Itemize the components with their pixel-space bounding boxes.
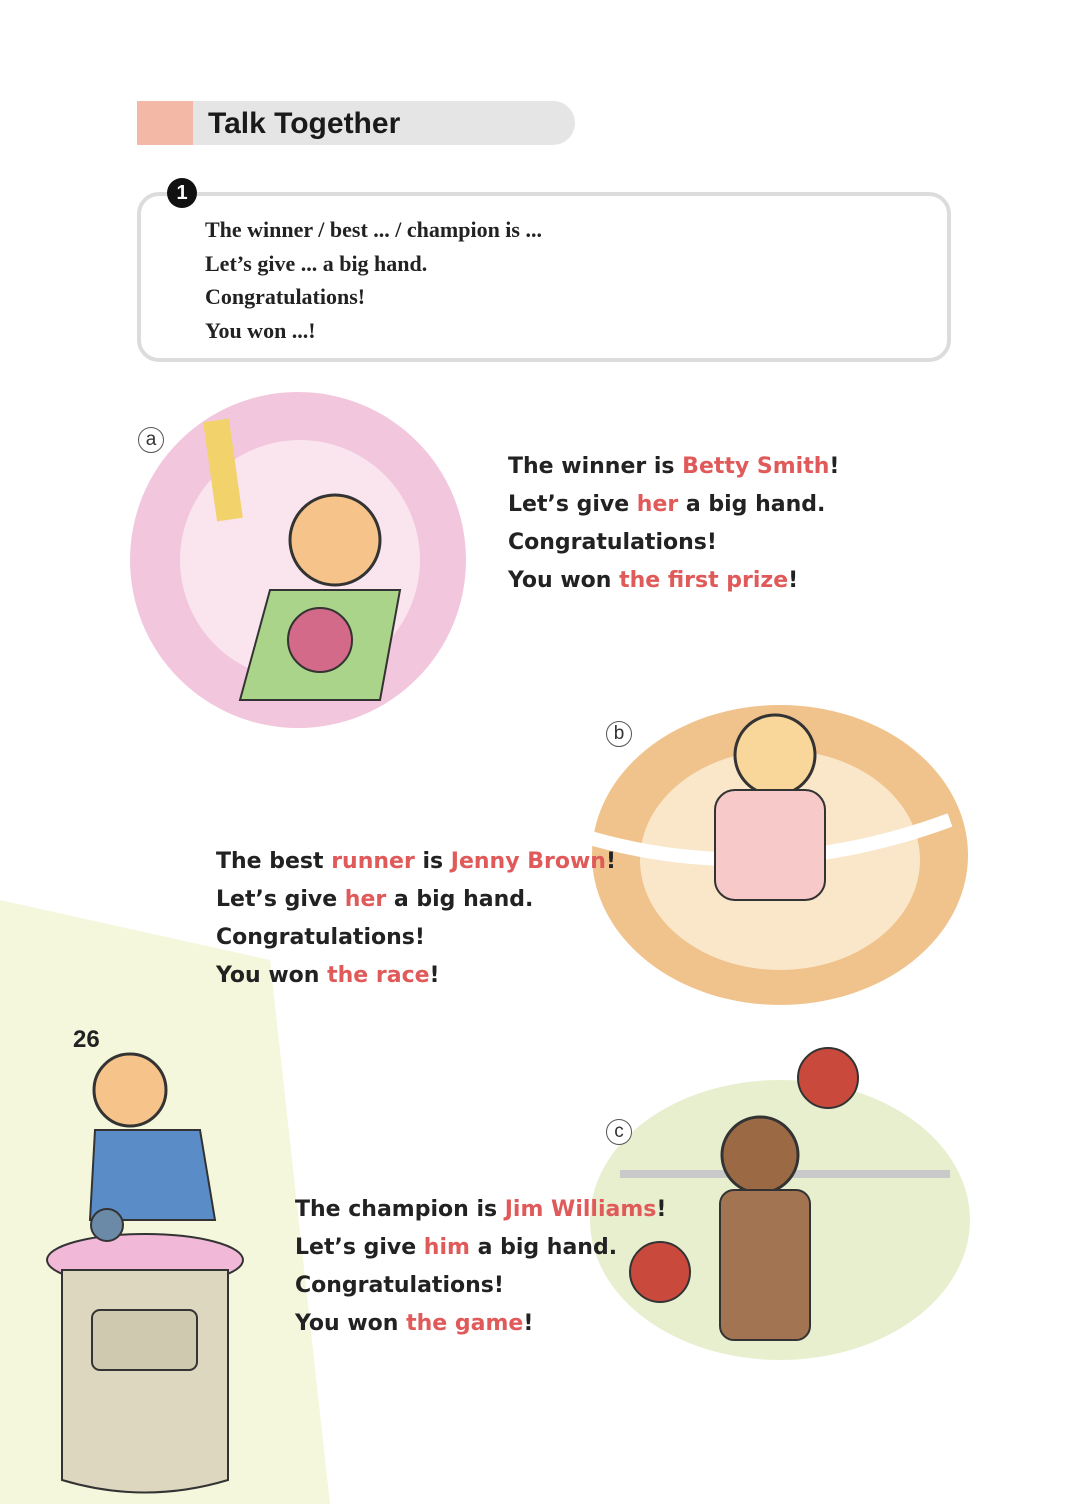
phrase-line: Congratulations! [205, 284, 366, 309]
dialogue-text: ! [523, 1311, 534, 1336]
dialogue-text: You won [295, 1311, 407, 1336]
phrase-line: You won ...! [205, 317, 316, 343]
dialogue-line [295, 1267, 666, 1305]
exercise-number: 1 [167, 178, 197, 208]
microphone-icon [91, 1209, 123, 1241]
dialogue-text: You won [508, 568, 620, 593]
dialogue-text: Congratulations! [216, 925, 425, 950]
girl-body-b [715, 790, 825, 900]
boxer-body [720, 1190, 810, 1340]
talk-mascot-icon [137, 101, 193, 145]
dialogue-b [216, 843, 616, 995]
dialogue-text: Let’s give [508, 492, 637, 517]
dialogue-text: is [414, 849, 451, 874]
podium-panel [92, 1310, 197, 1370]
dialogue-text: a big hand. [386, 887, 534, 912]
highlighted-word: Jenny Brown [450, 849, 606, 874]
boxer-head [722, 1117, 798, 1193]
dialogue-text: Let’s give [295, 1235, 424, 1260]
dialogue-text: ! [829, 454, 840, 479]
dialogue-line [508, 524, 839, 562]
host-body [90, 1130, 215, 1220]
phrase-line: The winner / best ... / champion is ... [205, 217, 542, 242]
dialogue-a [508, 448, 839, 600]
dialogue-c [295, 1191, 666, 1343]
dialogue-text: The best [216, 849, 332, 874]
dialogue-text: Congratulations! [295, 1273, 504, 1298]
flower-bouquet-icon [288, 608, 352, 672]
dialogue-line [508, 562, 839, 600]
dialogue-line [216, 957, 616, 995]
highlighted-word: Betty Smith [682, 454, 830, 479]
section-title: Talk Together [208, 107, 401, 140]
dialogue-text: The champion is [295, 1197, 505, 1222]
dialogue-line [508, 486, 839, 524]
scene-label-a: a [138, 427, 164, 453]
dialogue-line [216, 881, 616, 919]
dialogue-text: Let’s give [216, 887, 345, 912]
podium-body [62, 1270, 228, 1493]
dialogue-line [508, 448, 839, 486]
dialogue-line [295, 1305, 666, 1343]
dialogue-line [295, 1229, 666, 1267]
dialogue-text: a big hand. [469, 1235, 618, 1260]
boxing-glove-icon [798, 1048, 858, 1108]
dialogue-text: Congratulations! [508, 530, 717, 555]
highlighted-word: Jim Williams [504, 1197, 657, 1222]
dialogue-text: ! [788, 568, 799, 593]
dialogue-line [216, 843, 616, 881]
dialogue-line [216, 919, 616, 957]
girl-head-a [290, 495, 380, 585]
phrase-lines [205, 213, 542, 347]
highlighted-word: the game [406, 1311, 524, 1336]
page-number: 26 [73, 1026, 100, 1053]
highlighted-word: the first prize [619, 568, 789, 593]
highlighted-word: her [636, 492, 679, 517]
dialogue-text: The winner is [508, 454, 683, 479]
host-head [94, 1054, 166, 1126]
girl-head-b [735, 715, 815, 795]
highlighted-word: runner [331, 849, 415, 874]
scene-label-b: b [606, 721, 632, 747]
highlighted-word: him [423, 1235, 470, 1260]
dialogue-text: You won [216, 963, 328, 988]
highlighted-word: the race [327, 963, 430, 988]
dialogue-text: a big hand. [678, 492, 826, 517]
highlighted-word: her [344, 887, 387, 912]
dialogue-line [295, 1191, 666, 1229]
phrase-line: Let’s give ... a big hand. [205, 250, 428, 276]
dialogue-text: ! [429, 963, 440, 988]
scene-label-c: c [606, 1119, 632, 1145]
dialogue-text: ! [656, 1197, 667, 1222]
dialogue-text: ! [605, 849, 616, 874]
